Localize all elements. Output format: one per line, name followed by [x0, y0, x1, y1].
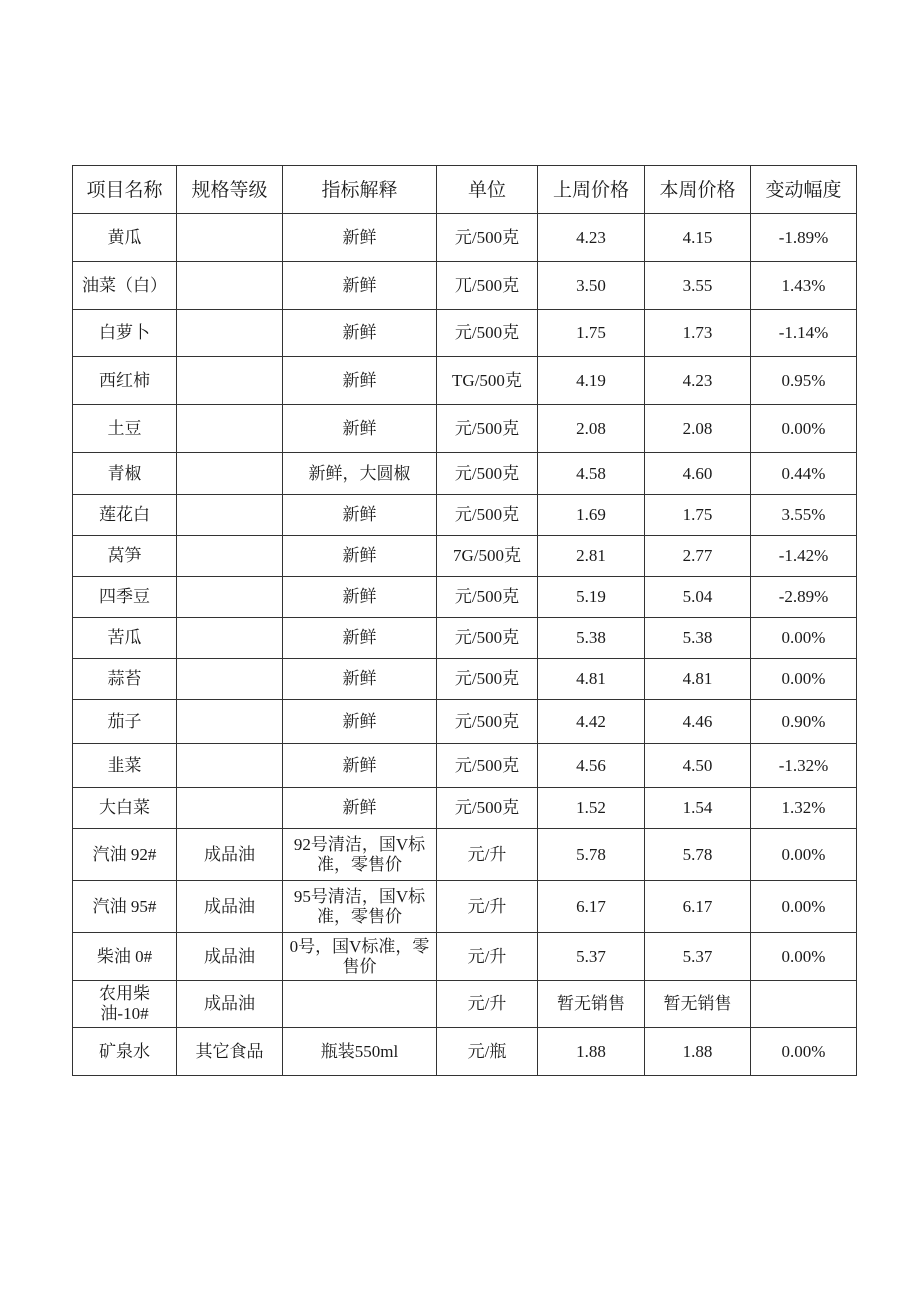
- cell-last-week: 1.69: [538, 495, 645, 536]
- cell-last-week: 2.81: [538, 536, 645, 577]
- cell-unit: 元/500克: [437, 495, 538, 536]
- table-row: [73, 536, 857, 577]
- cell-grade: [177, 214, 283, 262]
- cell-unit: TG/500克: [437, 357, 538, 405]
- cell-unit: 元/500克: [437, 214, 538, 262]
- cell-change: 0.95%: [751, 357, 857, 405]
- cell-grade: 成品油: [177, 829, 283, 881]
- cell-grade: 成品油: [177, 933, 283, 981]
- table-row: [73, 214, 857, 262]
- price-table: [72, 165, 857, 1076]
- cell-grade: [177, 577, 283, 618]
- cell-desc: [283, 981, 437, 1028]
- cell-change: 0.90%: [751, 700, 857, 744]
- cell-grade: [177, 262, 283, 310]
- cell-this-week: 1.88: [645, 1028, 751, 1076]
- cell-grade: [177, 405, 283, 453]
- table-row: [73, 881, 857, 933]
- cell-this-week: 4.23: [645, 357, 751, 405]
- cell-desc: 新鲜: [283, 700, 437, 744]
- table-row: [73, 577, 857, 618]
- table-row: [73, 262, 857, 310]
- cell-last-week: 1.52: [538, 788, 645, 829]
- cell-unit: 元/500克: [437, 577, 538, 618]
- cell-this-week: 2.77: [645, 536, 751, 577]
- cell-unit: 元/升: [437, 981, 538, 1028]
- cell-name: 四季豆: [73, 577, 177, 618]
- cell-last-week: 3.50: [538, 262, 645, 310]
- cell-desc: 0号，国V标准，零售价: [283, 933, 437, 981]
- cell-name: 汽油 92#: [73, 829, 177, 881]
- header-row: [73, 166, 857, 214]
- cell-unit: 元/瓶: [437, 1028, 538, 1076]
- header-unit: 单位: [437, 166, 538, 214]
- cell-grade: 成品油: [177, 981, 283, 1028]
- cell-this-week: 5.04: [645, 577, 751, 618]
- cell-last-week: 4.19: [538, 357, 645, 405]
- cell-this-week: 3.55: [645, 262, 751, 310]
- cell-name: 莲花白: [73, 495, 177, 536]
- header-name: 项目名称: [73, 166, 177, 214]
- cell-desc: 瓶装550ml: [283, 1028, 437, 1076]
- cell-last-week: 4.58: [538, 453, 645, 495]
- cell-unit: 元/500克: [437, 405, 538, 453]
- cell-unit: 元/500克: [437, 659, 538, 700]
- cell-change: 0.00%: [751, 933, 857, 981]
- table-row: [73, 1028, 857, 1076]
- cell-desc: 新鲜: [283, 357, 437, 405]
- cell-this-week: 1.75: [645, 495, 751, 536]
- cell-name: 土豆: [73, 405, 177, 453]
- cell-desc: 新鲜: [283, 788, 437, 829]
- cell-change: -1.89%: [751, 214, 857, 262]
- cell-this-week: 2.08: [645, 405, 751, 453]
- cell-name: 茄子: [73, 700, 177, 744]
- cell-grade: 其它食品: [177, 1028, 283, 1076]
- cell-this-week: 4.46: [645, 700, 751, 744]
- header-this-week: 本周价格: [645, 166, 751, 214]
- cell-change: 0.00%: [751, 829, 857, 881]
- cell-desc: 92号清洁，国V标准，零售价: [283, 829, 437, 881]
- cell-unit: 元/500克: [437, 700, 538, 744]
- table-row: [73, 700, 857, 744]
- cell-change: -1.32%: [751, 744, 857, 788]
- header-last-week: 上周价格: [538, 166, 645, 214]
- cell-change: [751, 981, 857, 1028]
- cell-this-week: 4.50: [645, 744, 751, 788]
- cell-name: 农用柴油-10#: [73, 981, 177, 1028]
- cell-grade: [177, 536, 283, 577]
- header-change: 变动幅度: [751, 166, 857, 214]
- cell-name: 柴油 0#: [73, 933, 177, 981]
- cell-this-week: 5.37: [645, 933, 751, 981]
- cell-change: -1.42%: [751, 536, 857, 577]
- cell-change: 1.32%: [751, 788, 857, 829]
- cell-unit: 元/500克: [437, 618, 538, 659]
- cell-unit: 7G/500克: [437, 536, 538, 577]
- cell-last-week: 5.37: [538, 933, 645, 981]
- cell-change: -1.14%: [751, 310, 857, 357]
- cell-change: 0.00%: [751, 659, 857, 700]
- table-row: [73, 933, 857, 981]
- cell-name: 黄瓜: [73, 214, 177, 262]
- cell-desc: 新鲜: [283, 405, 437, 453]
- table-row: [73, 788, 857, 829]
- table-row: [73, 618, 857, 659]
- cell-last-week: 4.81: [538, 659, 645, 700]
- header-grade: 规格等级: [177, 166, 283, 214]
- cell-desc: 新鲜: [283, 262, 437, 310]
- cell-grade: 成品油: [177, 881, 283, 933]
- cell-last-week: 1.75: [538, 310, 645, 357]
- cell-grade: [177, 453, 283, 495]
- cell-desc: 新鲜: [283, 659, 437, 700]
- table-row: [73, 453, 857, 495]
- table-row: [73, 310, 857, 357]
- cell-this-week: 暂无销售: [645, 981, 751, 1028]
- cell-this-week: 4.60: [645, 453, 751, 495]
- table-row: [73, 495, 857, 536]
- cell-last-week: 4.42: [538, 700, 645, 744]
- cell-desc: 新鲜: [283, 618, 437, 659]
- cell-last-week: 5.19: [538, 577, 645, 618]
- cell-this-week: 4.15: [645, 214, 751, 262]
- table-row: [73, 405, 857, 453]
- table-row: [73, 357, 857, 405]
- cell-grade: [177, 495, 283, 536]
- cell-name: 西红柿: [73, 357, 177, 405]
- cell-name: 莴笋: [73, 536, 177, 577]
- cell-grade: [177, 357, 283, 405]
- cell-name: 矿泉水: [73, 1028, 177, 1076]
- cell-change: 1.43%: [751, 262, 857, 310]
- cell-this-week: 1.54: [645, 788, 751, 829]
- table-row: [73, 981, 857, 1028]
- cell-this-week: 1.73: [645, 310, 751, 357]
- cell-name: 苦瓜: [73, 618, 177, 659]
- cell-grade: [177, 310, 283, 357]
- cell-name: 汽油 95#: [73, 881, 177, 933]
- cell-unit: 元/升: [437, 933, 538, 981]
- cell-change: 0.44%: [751, 453, 857, 495]
- cell-last-week: 5.38: [538, 618, 645, 659]
- cell-unit: 兀/500克: [437, 262, 538, 310]
- cell-change: 0.00%: [751, 881, 857, 933]
- cell-name: 韭菜: [73, 744, 177, 788]
- cell-change: 0.00%: [751, 1028, 857, 1076]
- cell-name: 白萝卜: [73, 310, 177, 357]
- cell-desc: 新鲜: [283, 214, 437, 262]
- cell-change: -2.89%: [751, 577, 857, 618]
- cell-unit: 元/升: [437, 829, 538, 881]
- cell-last-week: 1.88: [538, 1028, 645, 1076]
- cell-grade: [177, 659, 283, 700]
- table-row: [73, 744, 857, 788]
- table-body: [73, 214, 857, 1076]
- cell-desc: 新鲜: [283, 536, 437, 577]
- table-row: [73, 829, 857, 881]
- cell-this-week: 5.38: [645, 618, 751, 659]
- cell-desc: 新鲜: [283, 577, 437, 618]
- cell-name: 青椒: [73, 453, 177, 495]
- cell-grade: [177, 700, 283, 744]
- cell-name: 蒜苔: [73, 659, 177, 700]
- cell-unit: 元/500克: [437, 788, 538, 829]
- cell-change: 0.00%: [751, 405, 857, 453]
- cell-unit: 元/500克: [437, 310, 538, 357]
- cell-last-week: 暂无销售: [538, 981, 645, 1028]
- table-row: [73, 659, 857, 700]
- cell-name: 大白菜: [73, 788, 177, 829]
- cell-last-week: 5.78: [538, 829, 645, 881]
- header-desc: 指标解释: [283, 166, 437, 214]
- cell-grade: [177, 788, 283, 829]
- cell-last-week: 2.08: [538, 405, 645, 453]
- cell-grade: [177, 618, 283, 659]
- cell-desc: 新鲜: [283, 310, 437, 357]
- cell-name: 油菜（白）: [73, 262, 177, 310]
- cell-last-week: 4.23: [538, 214, 645, 262]
- cell-desc: 新鲜: [283, 744, 437, 788]
- cell-last-week: 6.17: [538, 881, 645, 933]
- cell-this-week: 4.81: [645, 659, 751, 700]
- cell-change: 3.55%: [751, 495, 857, 536]
- cell-unit: 元/升: [437, 881, 538, 933]
- cell-grade: [177, 744, 283, 788]
- cell-unit: 元/500克: [437, 744, 538, 788]
- cell-this-week: 5.78: [645, 829, 751, 881]
- cell-desc: 95号清洁，国V标准，零售价: [283, 881, 437, 933]
- cell-change: 0.00%: [751, 618, 857, 659]
- cell-desc: 新鲜: [283, 495, 437, 536]
- cell-last-week: 4.56: [538, 744, 645, 788]
- cell-this-week: 6.17: [645, 881, 751, 933]
- cell-unit: 元/500克: [437, 453, 538, 495]
- cell-desc: 新鲜，大圆椒: [283, 453, 437, 495]
